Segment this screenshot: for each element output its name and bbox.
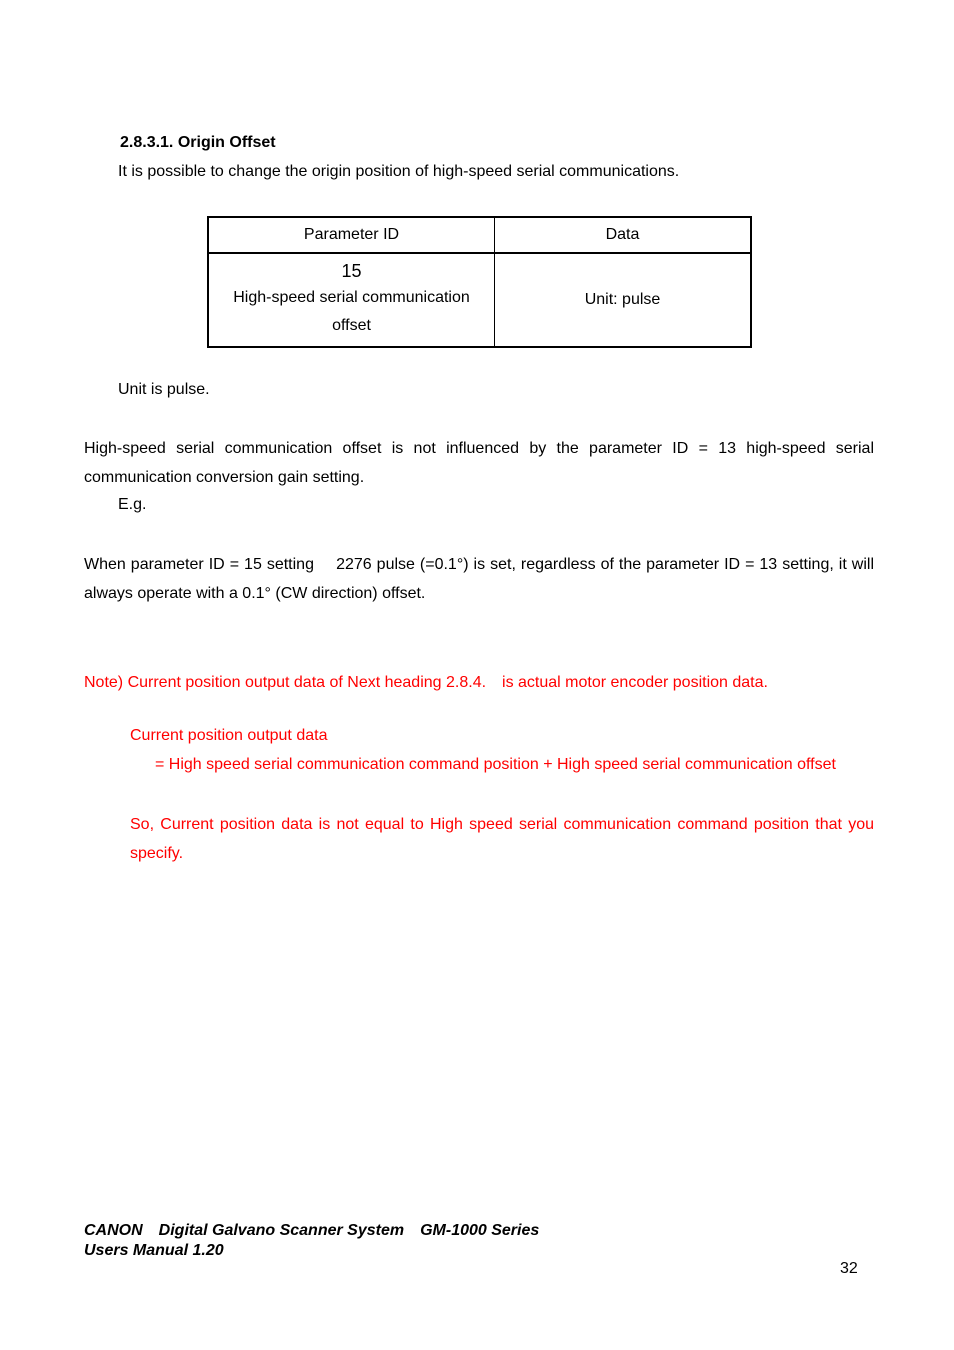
footer-product-line: CANON Digital Galvano Scanner System GM-1000 Series	[84, 1222, 540, 1239]
parameter-cell	[208, 253, 495, 347]
table-header-row	[208, 217, 751, 253]
parameter-id-value: 15	[341, 261, 362, 281]
current-position-equation: = High speed serial communication command position + High speed serial communication offset	[155, 756, 836, 773]
footer	[84, 1221, 539, 1261]
parameter-name-line2: offset	[332, 317, 371, 334]
parameter-name-line1: High-speed serial communication	[233, 289, 470, 306]
parameter-table	[207, 216, 752, 348]
paragraph-offset-gain: High-speed serial communication offset is not influenced by the parameter ID = 13 high-speed serial communication conversion gain setting.	[84, 440, 874, 486]
page-number: 32	[840, 1260, 858, 1277]
section-intro: It is possible to change the origin position of high-speed serial communications.	[118, 163, 680, 180]
section-heading: 2.8.3.1. Origin Offset	[120, 134, 276, 151]
paragraph-example: When parameter ID = 15 setting 2276 pulse (=0.1°) is set, regardless of the parameter ID = 13 setting, it will always operate with a 0.1° (CW direction) offset.	[84, 556, 874, 602]
current-position-label: Current position output data	[130, 727, 328, 744]
header-parameter-id: Parameter ID	[208, 217, 495, 253]
note-line: Note) Current position output data of Next heading 2.8.4. is actual motor encoder position data.	[84, 674, 768, 691]
note-conclusion: So, Current position data is not equal to High speed serial communication command position that you specify.	[130, 816, 874, 862]
footer-manual-version: Users Manual 1.20	[84, 1242, 224, 1259]
data-cell: Unit: pulse	[495, 253, 752, 347]
table-row	[208, 253, 751, 347]
header-data: Data	[495, 217, 752, 253]
unit-text: Unit is pulse.	[118, 381, 210, 398]
example-label: E.g.	[118, 496, 147, 513]
